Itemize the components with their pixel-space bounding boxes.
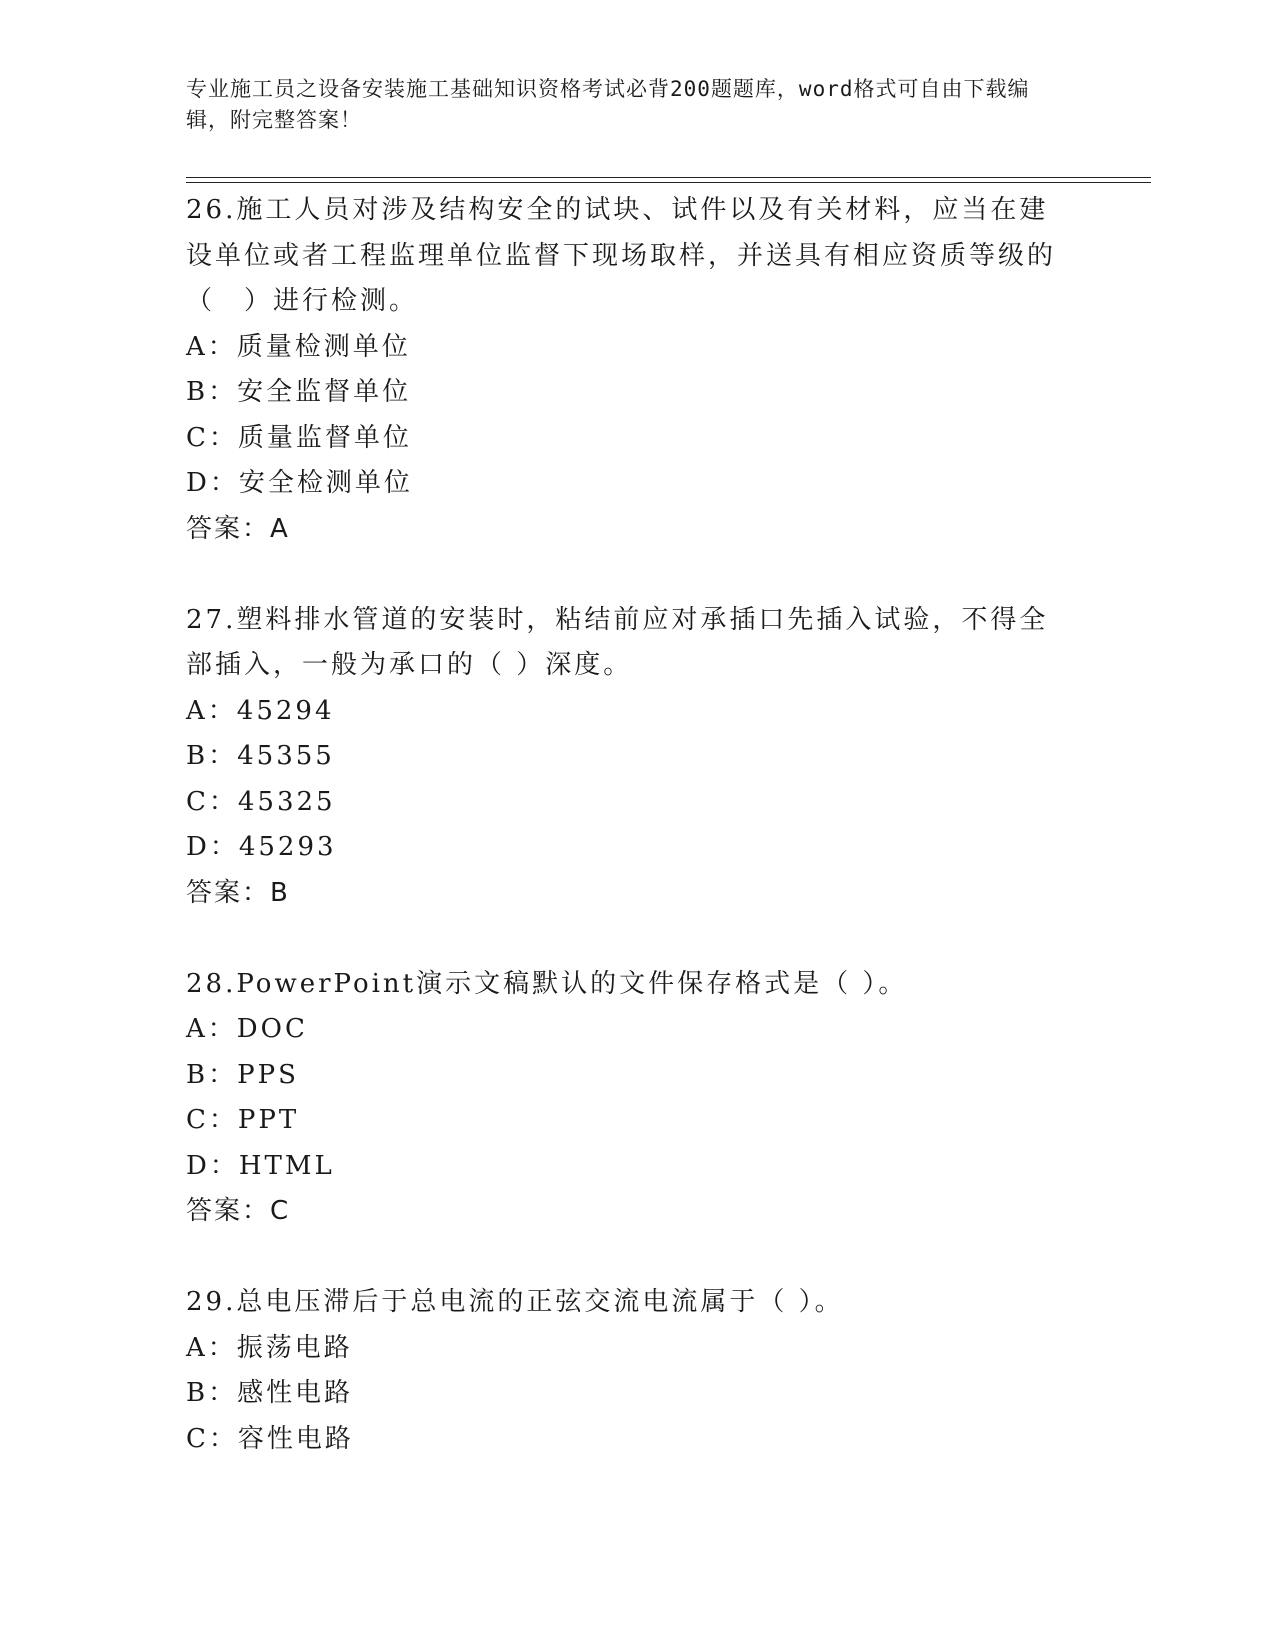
spacer	[186, 1235, 1066, 1281]
option-a: A：45294	[186, 695, 335, 726]
question-text: 28.PowerPoint演示文稿默认的文件保存格式是（ ）。	[186, 968, 908, 999]
option-d: D：安全检测单位	[186, 468, 413, 498]
answer: 答案：C	[186, 1196, 291, 1226]
spacer	[186, 552, 1066, 598]
answer: 答案：B	[186, 877, 290, 908]
header-divider-bottom	[186, 182, 1151, 183]
option-a: A：振荡电路	[186, 1332, 353, 1363]
option-a: A：DOC	[186, 1014, 308, 1044]
option-b: B：45355	[186, 741, 335, 771]
question-28	[186, 962, 1066, 1235]
option-c: C：容性电路	[186, 1423, 354, 1454]
header-divider-top	[186, 177, 1151, 178]
option-b: B：安全监督单位	[186, 377, 412, 407]
option-c: C：质量监督单位	[186, 422, 412, 453]
option-d: D：45293	[186, 832, 337, 862]
option-d: D：HTML	[186, 1150, 335, 1181]
question-text: 26.施工人员对涉及结构安全的试块、试件以及有关材料，应当在建设单位或者工程监理单位监督下现场取样，并送具有相应资质等级的（ ）进行检测。	[186, 195, 1057, 316]
option-c: C：PPT	[186, 1105, 300, 1135]
option-b: B：感性电路	[186, 1378, 354, 1408]
question-text: 27.塑料排水管道的安装时，粘结前应对承插口先插入试验，不得全部插入，一般为承口的（ ）深度。	[186, 604, 1049, 680]
answer: 答案：A	[186, 513, 290, 544]
question-26	[186, 188, 1066, 552]
question-27	[186, 598, 1066, 917]
option-c: C：45325	[186, 786, 336, 817]
spacer	[186, 916, 1066, 962]
question-text: 29.总电压滞后于总电流的正弦交流电流属于（ ）。	[186, 1287, 844, 1317]
question-29	[186, 1280, 1066, 1462]
option-a: A：质量检测单位	[186, 331, 411, 362]
option-b: B：PPS	[186, 1059, 299, 1090]
document-header: 专业施工员之设备安装施工基础知识资格考试必背200题题库，word格式可自由下载编辑，附完整答案！	[186, 77, 1030, 132]
question-list	[186, 188, 1066, 1462]
document-page	[186, 0, 1151, 1650]
